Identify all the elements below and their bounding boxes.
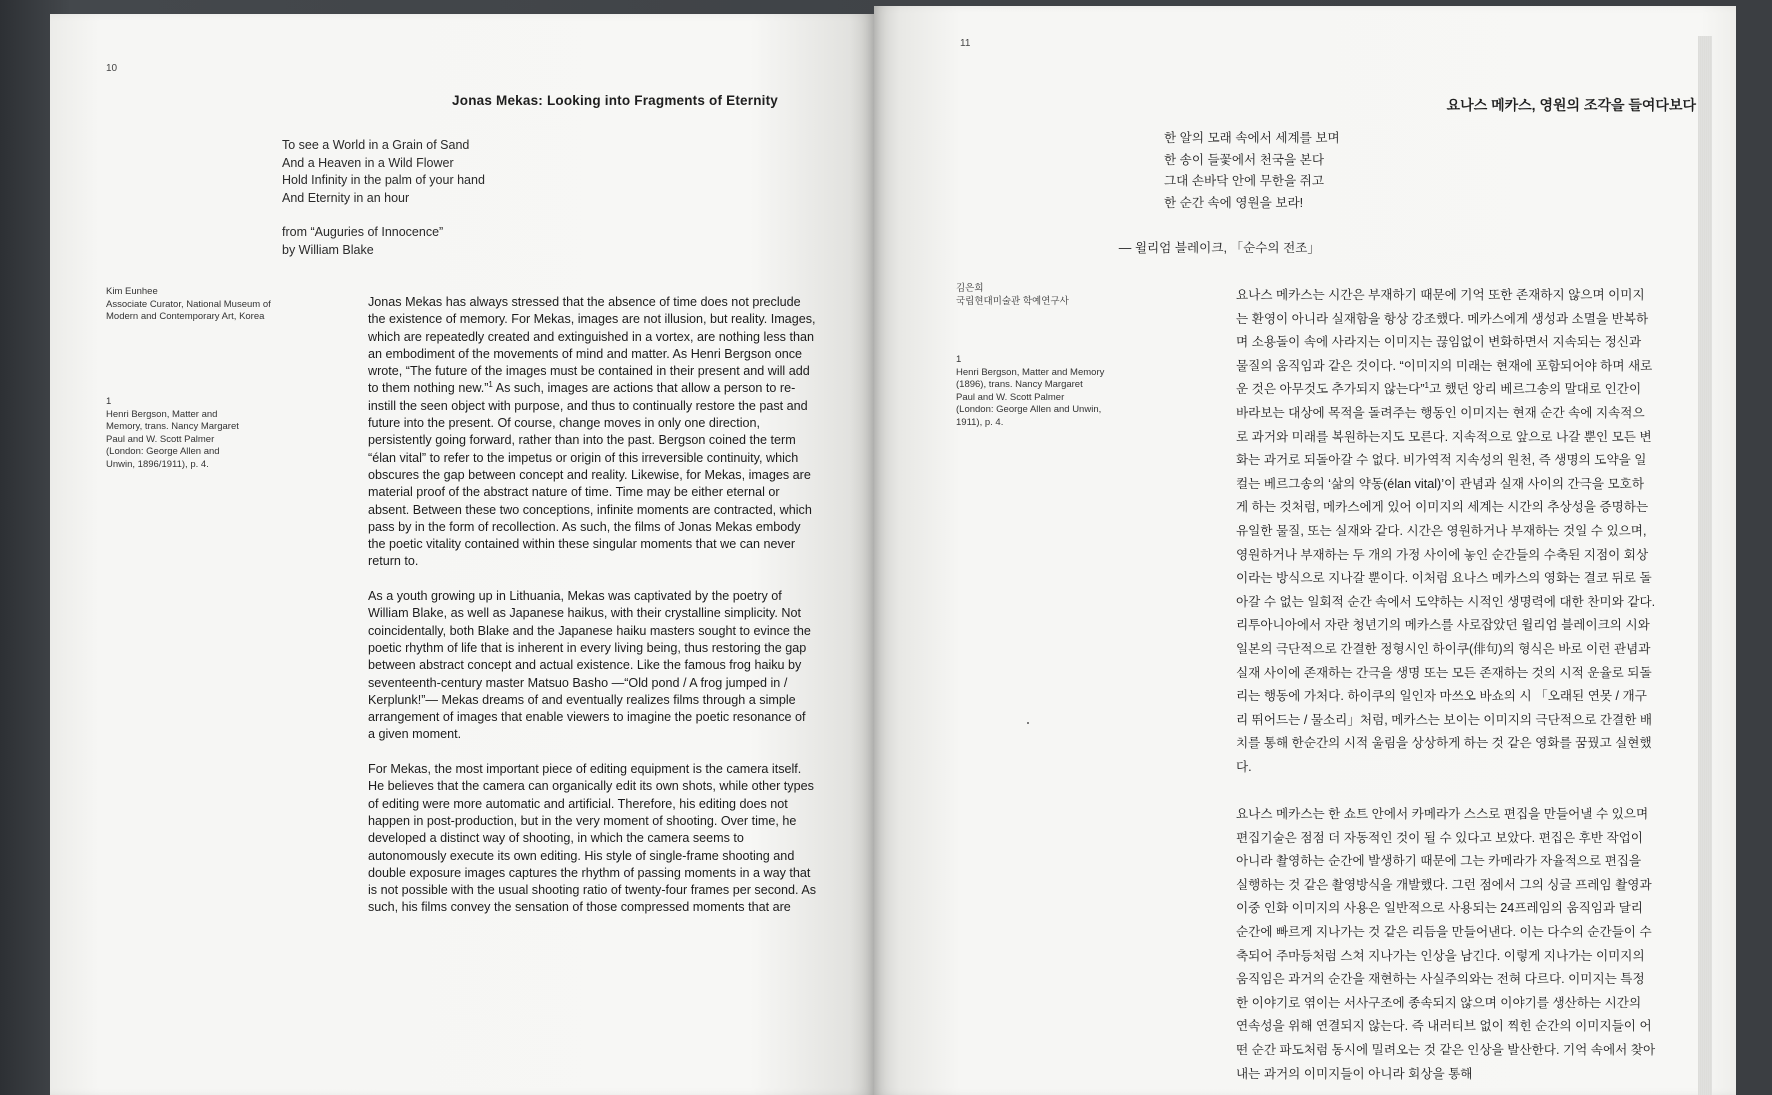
body-text (368, 294, 816, 934)
paragraph: Jonas Mekas has always stressed that the absence of time does not preclude the existence of memory. For Mekas, images are not illusion, but reality. Images, which are repeatedly created and extinguished in a vortex, are nothing less than an embodiment of the movements of mind and matter. As Henri Bergson once wrote, “The future of the images must be contained in their present and will add to them nothing new.”$^1$ As such, images are actions that allow a person to re-instill the seen object with purpose, and thus to continually restore the past and future into the present. Of course, change moves in only one direction, persistently going forward, rather than into the past. Bergson coined the term “élan vital” to refer to the impetus or origin of this irreversible continuity, which obscures the gap between concept and reality. Likewise, for Mekas, images are material proof of the abstract nature of time. Time may be either eternal or absent. Between these two conceptions, infinite moments are contracted, which pass by in the form of recollection. As such, the films of Jonas Mekas embody the poetic vitality contained within these singular moments that we can never return to. (368, 295, 816, 569)
author-name: Kim Eunhee (106, 286, 158, 297)
footnote-line: 1911), p. 4. (956, 416, 1004, 428)
epigraph-source: from “Auguries of Innocence” (282, 225, 444, 239)
page-title: Jonas Mekas: Looking into Fragments of Eternity (452, 93, 778, 108)
footnote-number: 1 (956, 354, 962, 365)
footnote-line: Henri Bergson, Matter and (106, 408, 218, 420)
page-edges (1698, 36, 1712, 1095)
footnote-line: Paul and W. Scott Palmer (106, 433, 215, 445)
paragraph: 요나스 메카스는 시간은 부재하기 때문에 기억 또한 존재하지 않으며 이미지는 환영이 아니라 실재함을 항상 강조했다. 메카스에게 생성과 소멸을 반복하며 소용돌이 속에 사라지는 이미지는 끊임없이 변화하면서 지속되는 정신과 물질의 움직임과 같은 것이다. “이미지의 미래는 현재에 포함되어야 하며 새로운 것은 아무것도 추가되지 않는다”$^1$고 했던 앙리 베르그송의 말대로 인간이 바라보는 대상에 목적을 돌려주는 행동인 이미지는 현재 순간 속에 지속적으로 과거와 미래를 복원하는지도 모른다. 지속적으로 앞으로 나갈 뿐인 모든 변화는 과거로 되돌아갈 수 없다. 비가역적 지속성의 원천, 즉 생명의 도약을 일컬는 베르그송의 ‘삶의 약동(élan vital)’이 관념과 실재 사이의 간극을 모호하게 하는 것처럼, 메카스에게 있어 이미지의 세계는 시간의 추상성을 증명하는 유일한 물질, 또는 실재와 같다. 시간은 영원하거나 부재하는 것일 수 있으며, 영원하거나 부재하는 두 개의 가정 사이에 놓인 순간들의 수축된 지점이 회상이라는 방식으로 지나갈 뿐이다. 이처럼 요나스 메카스의 영화는 결코 뒤로 돌아갈 수 없는 일회적 순간 속에서 도약하는 시적인 생명력에 대한 찬미와 같다. 리투아니아에서 자란 청년기의 메카스를 사로잡았던 윌리엄 블레이크의 시와 일본의 극단적으로 간결한 정형시인 하이쿠(俳句)의 형식은 바로 이런 관념과 실재 사이에 존재하는 간극을 생명 또는 모든 존재하는 것의 시적 운율로 되돌리는 행동에 가처다. 하이쿠의 일인자 마쓰오 바쇼의 시 「오래된 연못 / 개구리 뛰어드는 / 물소리」처럼, 메카스는 보이는 이미지의 극단적으로 간결한 배치를 통해 한순간의 시적 울림을 상상하게 하는 것 같은 영화를 꿈꿨고 실현했다. (1236, 288, 1656, 774)
page-number: 11 (960, 38, 971, 49)
footnote (106, 396, 239, 471)
page-number: 10 (106, 63, 118, 74)
body-text (1236, 284, 1656, 1095)
author-title: Modern and Contemporary Art, Korea (106, 311, 265, 322)
epigraph-line: To see a World in a Grain of Sand (282, 138, 470, 152)
author-title: 국립현대미술관 학예연구사 (956, 295, 1069, 307)
page-title: 요나스 메카스, 영원의 조각을 들여다보다 (1446, 97, 1696, 113)
author-credit (956, 283, 1069, 308)
footnote-line: (London: George Allen and (106, 446, 220, 457)
epigraph (1164, 128, 1340, 214)
footnote-line: Unwin, 1896/1911), p. 4. (106, 458, 209, 470)
left-page (50, 14, 874, 1095)
epigraph-line: And Eternity in an hour (282, 190, 410, 205)
author-credit (106, 286, 271, 324)
epigraph-line: 그대 손바닥 안에 무한을 쥐고 (1164, 174, 1324, 188)
footnote-ref: 1 (1424, 381, 1429, 391)
footnote-line: Paul and W. Scott Palmer (956, 391, 1065, 403)
author-title: Associate Curator, National Museum of (106, 298, 271, 310)
paragraph: As a youth growing up in Lithuania, Mekas was captivated by the poetry of William Blake, as well as Japanese haikus, with their crystalline simplicity. Not coincidentally, both Blake and the Japanese haiku masters sought to evince the poetic rhythm of life that is inherent in every living being, thus restoring the gap between abstract concept and actual existence. Like the famous frog haiku by seventeenth-century master Matsuo Basho —“Old pond / A frog jumped in / Kerplunk!”— Mekas dreams of and eventually realizes films through a simple arrangement of images that enable viewers to imagine the poetic resonance of a given moment. (368, 589, 811, 742)
footnote (956, 354, 1104, 429)
epigraph-line: And a Heaven in a Wild Flower (282, 155, 454, 170)
epigraph-line: 한 순간 속에 영원을 보라! (1164, 195, 1304, 210)
right-page (874, 6, 1736, 1095)
footnote-number: 1 (106, 396, 112, 407)
footnote-line: Memory, trans. Nancy Margaret (106, 421, 239, 432)
footnote-ref: 1 (488, 380, 493, 390)
epigraph-source: by William Blake (282, 242, 374, 257)
epigraph-source: — 윌리엄 블레이크, 「순수의 전조」 (1118, 241, 1320, 255)
footnote-line: Henri Bergson, Matter and Memory (956, 366, 1105, 378)
paragraph: 요나스 메카스는 한 쇼트 안에서 카메라가 스스로 편집을 만들어낼 수 있으며 편집기술은 점점 더 자동적인 것이 될 수 있다고 보았다. 편집은 후반 작업이 아니라 촬영하는 순간에 발생하기 때문에 그는 카메라가 자율적으로 편집을 실행하는 것 같은 촬영방식을 개발했다. 그런 점에서 그의 싱글 프레임 촬영과 이중 인화 이미지의 사용은 일반적으로 사용되는 24프레임의 움직임과 달리 순간에 빠르게 지나가는 것 같은 리듬을 만들어낸다. 이는 다수의 순간들이 수축되어 주마등처럼 스쳐 지나가는 인상을 남긴다. 이렇게 지나가는 이미지의 움직임은 과거의 순간을 재현하는 사실주의와는 전혀 다르다. 이미지는 특정한 이야기로 엮이는 서사구조에 종속되지 않으며 이야기를 생산하는 시간의 연속성을 위해 연결되지 않는다. 즉 내러티브 없이 찍힌 순간의 이미지들이 어떤 순간 파도처럼 동시에 밀려오는 것 같은 인상을 발산한다. 기억 속에서 찾아내는 과거의 이미지들이 아니라 회상을 통해 (1236, 807, 1656, 1081)
author-name: 김은희 (956, 283, 984, 294)
paragraph: For Mekas, the most important piece of editing equipment is the camera itself. He believes that the camera can organically edit its own shots, while other types of editing were more automatic and artificial. Therefore, his editing does not happen in post-production, but in the very moment of shooting. Over time, he developed a distinct way of shooting, in which the camera seems to autonomously execute its own editing. His style of single-frame shooting and double exposure images captures the rhythm of passing moments in a way that is not possible with the usual shooting ratio of twenty-four frames per second. As such, his films convey the sensation of those compressed moments that are (368, 762, 817, 915)
footnote-line: (London: George Allen and Unwin, (956, 404, 1102, 415)
epigraph-line: Hold Infinity in the palm of your hand (282, 173, 485, 187)
footnote-line: (1896), trans. Nancy Margaret (956, 379, 1083, 390)
epigraph (282, 137, 485, 259)
epigraph-line: 한 알의 모래 속에서 세계를 보며 (1164, 131, 1340, 145)
printed-dot (1027, 722, 1029, 724)
epigraph-line: 한 송이 들꽃에서 천국을 본다 (1164, 152, 1324, 167)
